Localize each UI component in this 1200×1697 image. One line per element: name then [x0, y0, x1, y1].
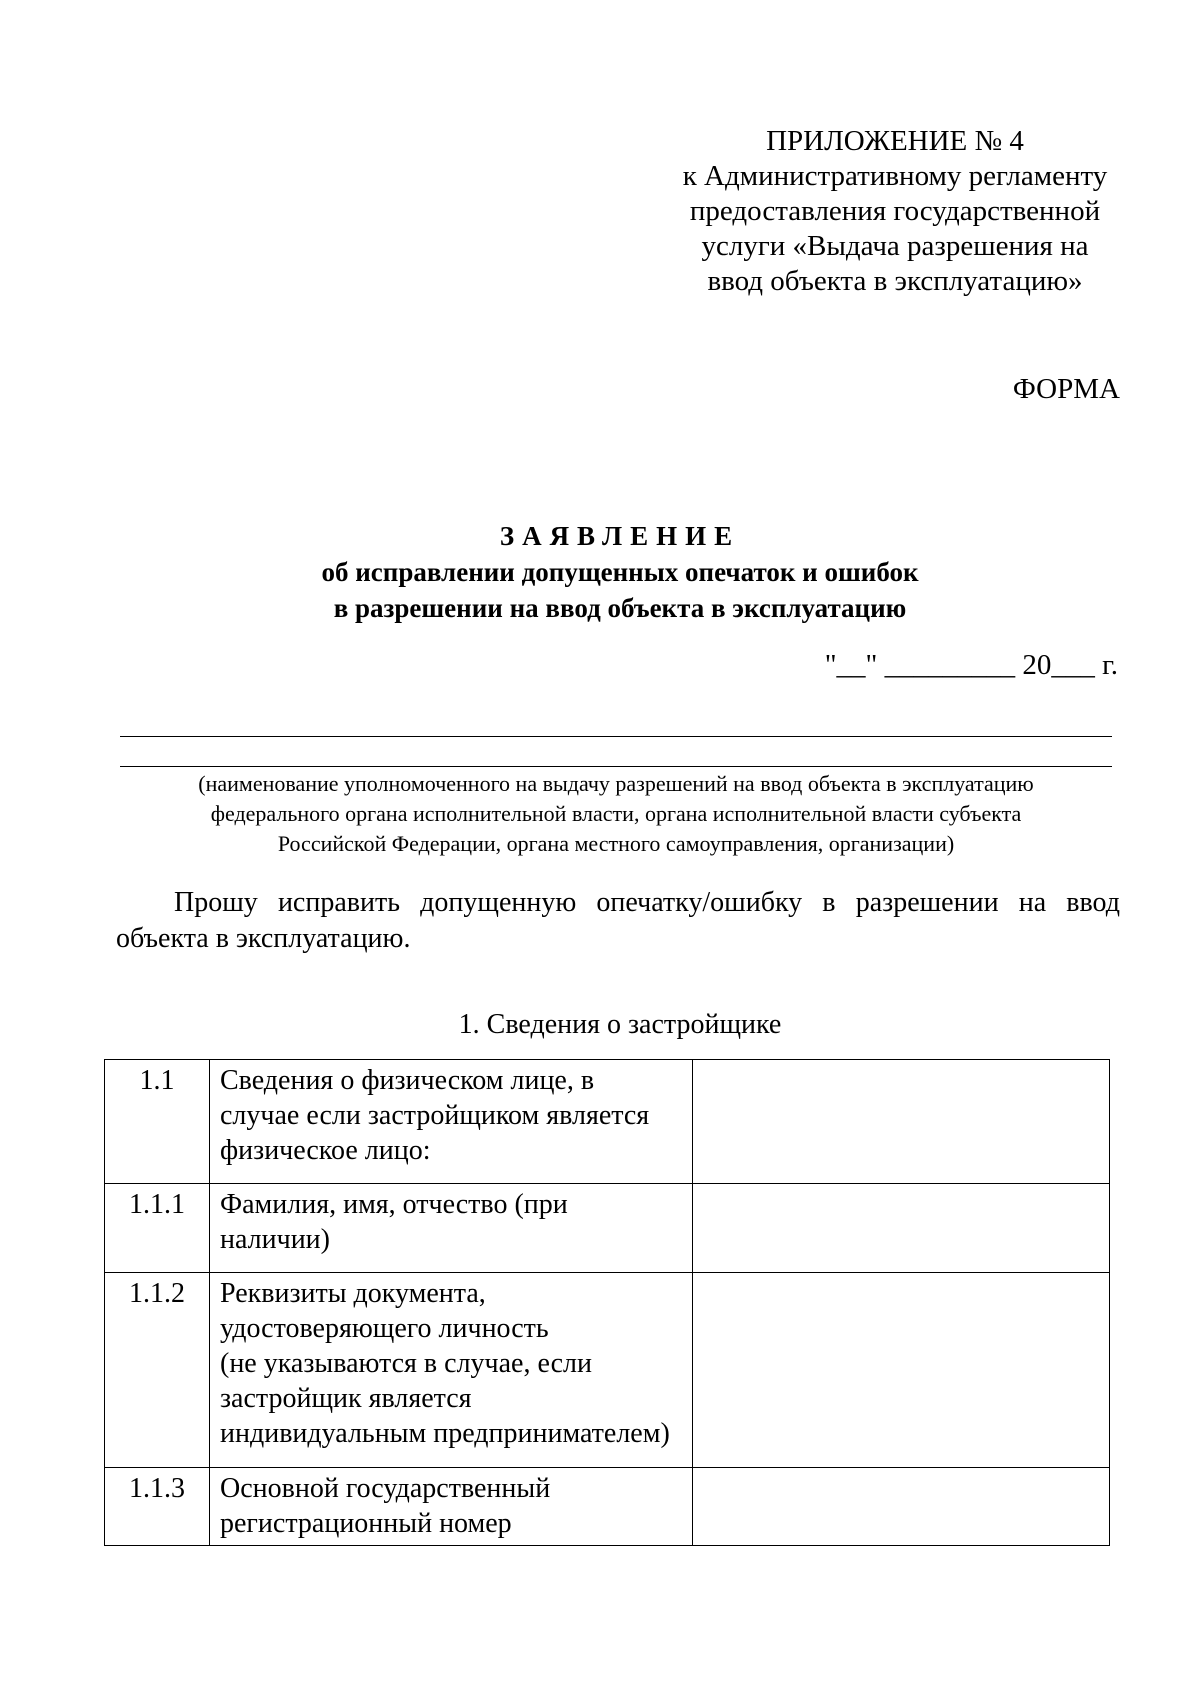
- row-label-line: наличии): [220, 1224, 330, 1255]
- row-label-line: удостоверяющего личность: [220, 1313, 549, 1344]
- row-label: [210, 1468, 693, 1546]
- annex-header: [660, 124, 1130, 299]
- row-label-line: Реквизиты документа,: [220, 1278, 486, 1309]
- annex-line-4: услуги «Выдача разрешения на: [701, 230, 1089, 262]
- row-label-line: регистрационный номер: [220, 1508, 512, 1539]
- request-line-2: объекта в эксплуатацию.: [116, 923, 411, 954]
- row-label-line: Сведения о физическом лице, в: [220, 1065, 595, 1096]
- document-title: [0, 518, 1200, 626]
- row-number: 1.1.1: [105, 1184, 210, 1273]
- row-number: 1.1.2: [105, 1273, 210, 1468]
- row-label-line: (не указываются в случае, если: [220, 1348, 592, 1379]
- row-label-line: застройщик является: [220, 1383, 472, 1414]
- row-label-line: Фамилия, имя, отчество (при: [220, 1189, 568, 1220]
- row-number: 1.1.3: [105, 1468, 210, 1546]
- title-subtitle-2: в разрешении на ввод объекта в эксплуатацию: [333, 593, 907, 623]
- annex-line-5: ввод объекта в эксплуатацию»: [707, 265, 1083, 297]
- annex-line-2: к Административному регламенту: [682, 160, 1108, 192]
- table-row: [105, 1184, 1110, 1273]
- row-value-cell[interactable]: [693, 1468, 1110, 1546]
- annex-line-3: предоставления государственной: [689, 195, 1101, 227]
- annex-number: ПРИЛОЖЕНИЕ № 4: [766, 125, 1024, 157]
- row-number: 1.1: [105, 1060, 210, 1184]
- authority-name-line-1[interactable]: [120, 736, 1112, 737]
- authority-caption: [120, 769, 1112, 859]
- row-value-cell[interactable]: [693, 1184, 1110, 1273]
- request-paragraph: [116, 885, 1120, 957]
- authority-name-line-2[interactable]: [120, 766, 1112, 767]
- row-label: [210, 1184, 693, 1273]
- table-row: [105, 1273, 1110, 1468]
- authority-caption-line-1: (наименование уполномоченного на выдачу разрешений на ввод объекта в эксплуатацию: [198, 771, 1034, 796]
- title-subtitle-1: об исправлении допущенных опечаток и ошибок: [321, 557, 919, 587]
- row-label-line: физическое лицо:: [220, 1135, 431, 1166]
- table-row: [105, 1060, 1110, 1184]
- section-title: 1. Сведения о застройщике: [458, 1009, 782, 1040]
- title-main: ЗАЯВЛЕНИЕ: [499, 521, 741, 551]
- form-label: ФОРМА: [1012, 373, 1120, 405]
- row-label: [210, 1273, 693, 1468]
- row-label-line: Основной государственный: [220, 1473, 551, 1504]
- authority-caption-line-3: Российской Федерации, органа местного самоуправления, организации): [277, 831, 955, 856]
- row-label-line: случае если застройщиком является: [220, 1100, 650, 1131]
- row-value-cell[interactable]: [693, 1273, 1110, 1468]
- row-label-line: индивидуальным предпринимателем): [220, 1418, 670, 1449]
- row-value-cell[interactable]: [693, 1060, 1110, 1184]
- request-line-1: Прошу исправить допущенную опечатку/ошибку в разрешении на ввод: [174, 887, 1120, 918]
- row-label: [210, 1060, 693, 1184]
- date-field[interactable]: "__" _________ 20___ г.: [824, 649, 1118, 681]
- authority-caption-line-2: федерального органа исполнительной власти, органа исполнительной власти субъекта: [210, 801, 1022, 826]
- table-row: [105, 1468, 1110, 1546]
- developer-info-table: [104, 1059, 1110, 1546]
